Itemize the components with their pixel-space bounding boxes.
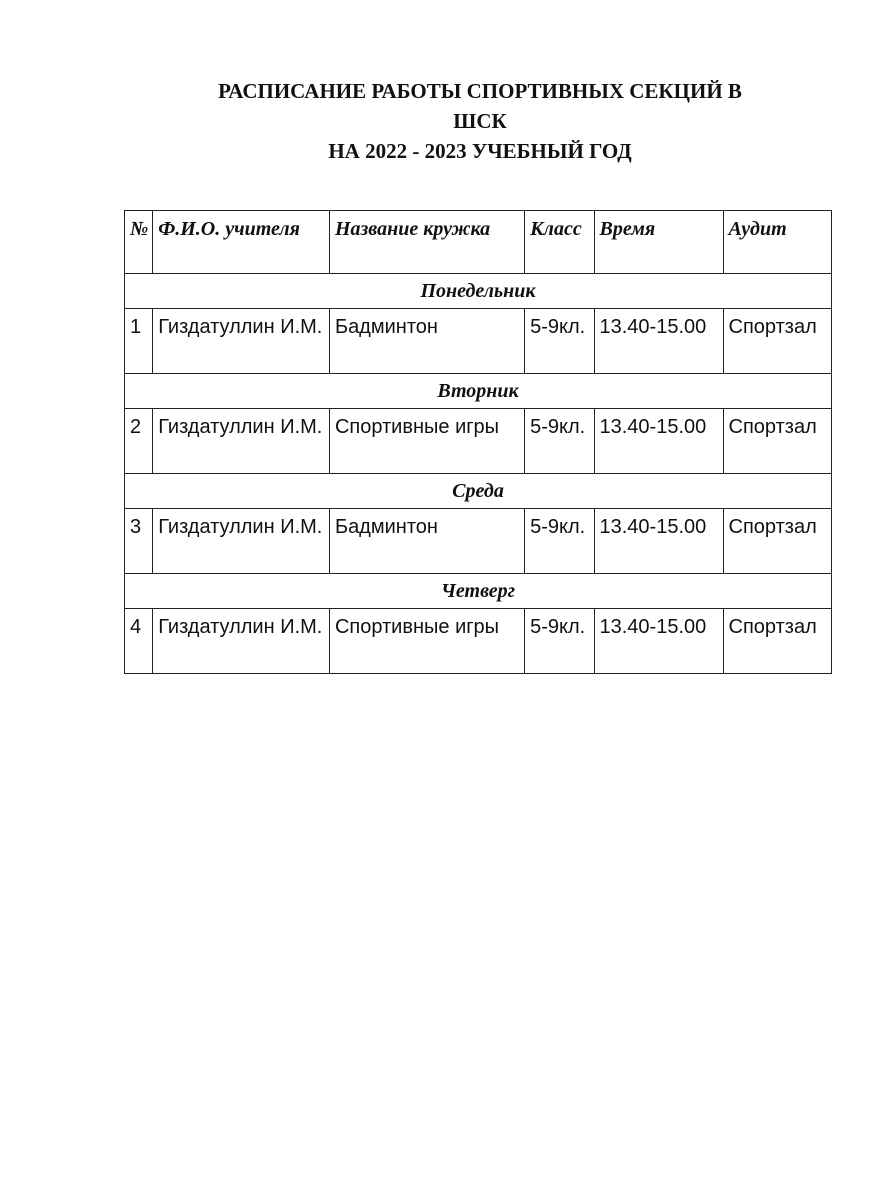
title-line-1: РАСПИСАНИЕ РАБОТЫ СПОРТИВНЫХ СЕКЦИЙ В — [218, 79, 742, 103]
cell-room: Спортзал — [723, 409, 831, 474]
cell-class: 5-9кл. — [525, 309, 594, 374]
day-label: Вторник — [125, 374, 832, 409]
day-row-monday — [125, 274, 832, 309]
day-row-wednesday — [125, 474, 832, 509]
cell-time: 13.40-15.00 — [594, 509, 723, 574]
cell-time: 13.40-15.00 — [594, 609, 723, 674]
cell-room: Спортзал — [723, 309, 831, 374]
header-club: Название кружка — [329, 211, 524, 274]
cell-room: Спортзал — [723, 609, 831, 674]
cell-room: Спортзал — [723, 509, 831, 574]
cell-club: Бадминтон — [329, 309, 524, 374]
day-label: Среда — [125, 474, 832, 509]
table-row — [125, 509, 832, 574]
header-class: Класс — [525, 211, 594, 274]
cell-club: Бадминтон — [329, 509, 524, 574]
table-row — [125, 309, 832, 374]
schedule-table — [124, 210, 832, 674]
cell-time: 13.40-15.00 — [594, 309, 723, 374]
header-room: Аудит — [723, 211, 831, 274]
cell-num: 2 — [125, 409, 153, 474]
title-line-3: НА 2022 - 2023 УЧЕБНЫЙ ГОД — [328, 139, 632, 163]
table-row — [125, 609, 832, 674]
document-title — [120, 76, 840, 166]
cell-teacher: Гиздатуллин И.М. — [153, 509, 330, 574]
cell-class: 5-9кл. — [525, 509, 594, 574]
cell-num: 1 — [125, 309, 153, 374]
day-label: Четверг — [125, 574, 832, 609]
header-time: Время — [594, 211, 723, 274]
cell-class: 5-9кл. — [525, 409, 594, 474]
cell-teacher: Гиздатуллин И.М. — [153, 309, 330, 374]
cell-num: 4 — [125, 609, 153, 674]
header-row — [125, 211, 832, 274]
cell-time: 13.40-15.00 — [594, 409, 723, 474]
title-line-2: ШСК — [453, 109, 507, 133]
cell-club: Спортивные игры — [329, 409, 524, 474]
day-row-thursday — [125, 574, 832, 609]
day-label: Понедельник — [125, 274, 832, 309]
cell-teacher: Гиздатуллин И.М. — [153, 409, 330, 474]
cell-club: Спортивные игры — [329, 609, 524, 674]
cell-num: 3 — [125, 509, 153, 574]
header-teacher: Ф.И.О. учителя — [153, 211, 330, 274]
table-row — [125, 409, 832, 474]
cell-class: 5-9кл. — [525, 609, 594, 674]
header-num: № — [125, 211, 153, 274]
day-row-tuesday — [125, 374, 832, 409]
cell-teacher: Гиздатуллин И.М. — [153, 609, 330, 674]
